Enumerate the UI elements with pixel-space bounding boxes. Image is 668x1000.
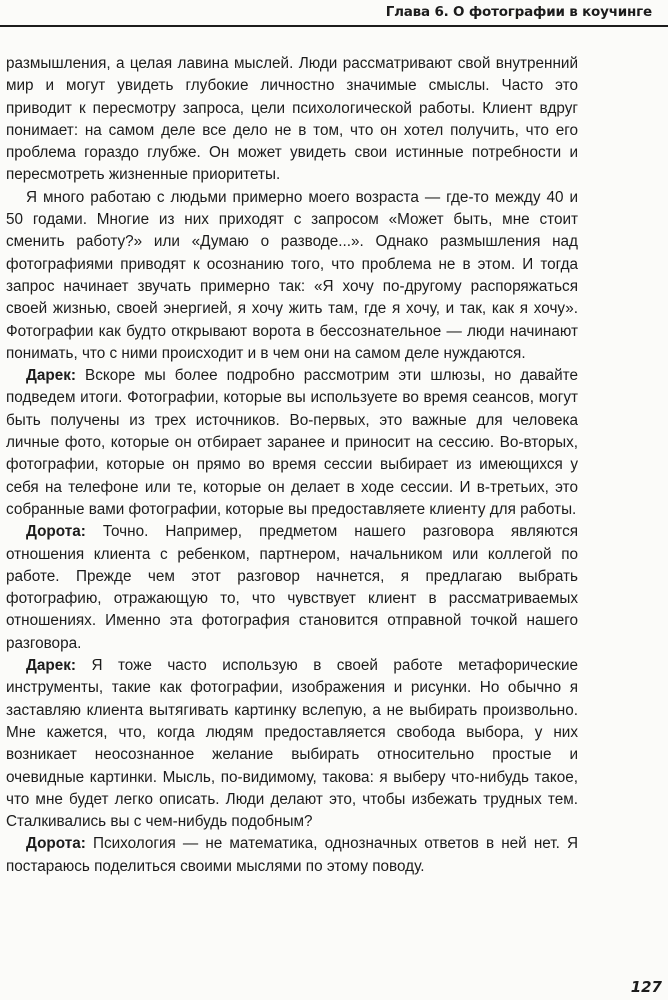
paragraph-text: Точно. Например, предметом нашего разговора являются отношения клиента с ребенком, партнером, начальником или коллегой по работе. Прежде чем этот разговор начнется, я предлагаю выбрать фотографию, отражающую то, что чувствует клиент в рассматриваемых отношениях. Именно эта фотография становится отправной точкой нашего разговора.: [6, 523, 578, 652]
speaker-name: Дорота:: [26, 523, 86, 541]
paragraph-text: Я много работаю с людьми примерно моего возраста — где-то между 40 и 50 годами. Многие из них приходят с запросом «Может быть, мне стоит сменить работу?» или «Думаю о разводе...». Однако размышления над фотографиями приводят к осознанию того, что проблема не в этом. И тогда запрос начинает звучать примерно так: «Я хочу по-другому распоряжаться своей жизнью, своей энергией, я хочу жить там, где я хочу, и так, как я хочу». Фотографии как будто открывают ворота в бессознательное — люди начинают понимать, что с ними происходит и в чем они на самом деле нуждаются.: [6, 188, 578, 362]
speaker-name: Дарек:: [26, 367, 77, 385]
dialogue-paragraph: [6, 365, 578, 521]
paragraph-text: Психология — не математика, однозначных ответов в ней нет. Я постараюсь поделиться своими мыслями по этому поводу.: [6, 835, 579, 875]
paragraph-text: размышления, а целая лавина мыслей. Люди рассматривают свой внутренний мир и могут увидеть глубокие личностно значимые смыслы. Часто это приводит к пересмотру запроса, цели психологической работы. Клиент вдруг понимает: на самом деле все дело не в том, что он хотел получить, что его проблема гораздо глубже. Он может увидеть свои истинные потребности и пересмотреть жизненные приоритеты.: [6, 55, 578, 184]
page-number: 127: [630, 978, 662, 996]
paragraph-text: Я тоже часто использую в своей работе метафорические инструменты, такие как фотографии, изображения и рисунки. Но обычно я заставляю клиента вытягивать картинку вслепую, а не выбирать произвольно. Мне кажется, что, когда людям предоставляется свобода выбора, у них возникает неосознанное желание выбирать относительно простые и очевидные картинки. Мысль, по-видимому, такова: я выберу что-нибудь такое, что мне будет легко описать. Люди делают это, чтобы избежать трудных тем. Сталкивались вы с чем-нибудь подобным?: [6, 657, 578, 831]
paragraph-text: Вскоре мы более подробно рассмотрим эти шлюзы, но давайте подведем итоги. Фотографии, которые вы используете во время сеансов, могут быть получены из трех источников. Во-первых, это важные для человека личные фото, которые он отбирает заранее и приносит на сессию. Во-вторых, фотографии, которые он прямо во время сессии выбирает из имеющихся у себя на телефоне или те, которые он делает в ходе сессии. И в-третьих, это собранные вами фотографии, которые вы предоставляете клиенту для работы.: [6, 367, 578, 518]
speaker-name: Дорота:: [26, 835, 86, 853]
dialogue-paragraph: [6, 521, 578, 655]
paragraph: [6, 187, 578, 365]
body-text: [6, 53, 578, 878]
dialogue-paragraph: [6, 833, 578, 878]
running-head: [0, 0, 668, 28]
paragraph: [6, 53, 578, 187]
dialogue-paragraph: [6, 655, 578, 833]
speaker-name: Дарек:: [26, 657, 77, 675]
running-title: Глава 6. О фотографии в коучинге: [385, 4, 652, 20]
header-rule: [0, 25, 668, 27]
